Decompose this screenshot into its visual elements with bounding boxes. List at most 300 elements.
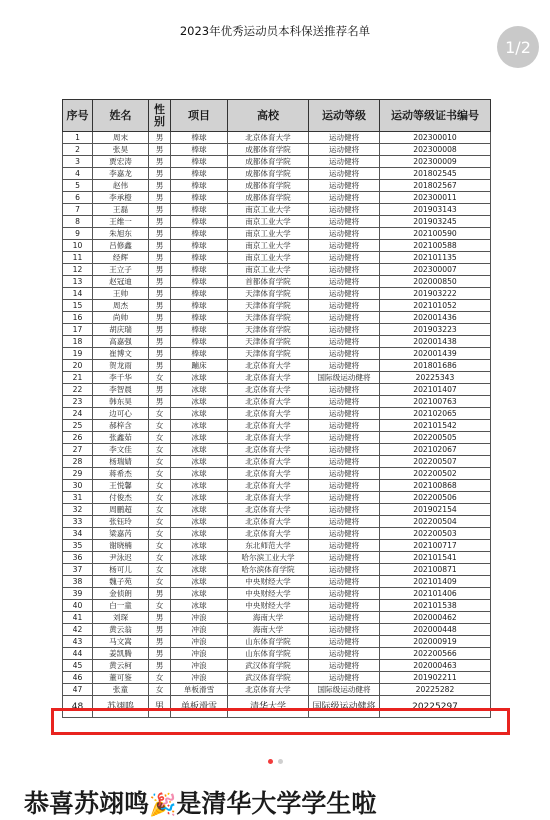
cell-university: 北京体育大学 <box>228 396 309 408</box>
highlight-box <box>51 708 510 735</box>
table-row <box>63 216 491 228</box>
cell-name: 苏翊鸣 <box>93 696 149 718</box>
table-row <box>63 480 491 492</box>
cell-name: 王帅 <box>93 288 149 300</box>
table-row <box>63 156 491 168</box>
cell-gender: 男 <box>149 180 171 192</box>
cell-name: 李承橙 <box>93 192 149 204</box>
cell-event: 棒球 <box>171 240 228 252</box>
table-row <box>63 396 491 408</box>
cell-university: 北京体育大学 <box>228 132 309 144</box>
cell-gender: 男 <box>149 624 171 636</box>
cell-level: 运动健将 <box>309 540 380 552</box>
cell-certificate: 202300010 <box>380 132 491 144</box>
cell-certificate: 202100763 <box>380 396 491 408</box>
cell-university: 北京体育大学 <box>228 384 309 396</box>
cell-index: 15 <box>63 300 93 312</box>
cell-certificate: 20225343 <box>380 372 491 384</box>
cell-certificate: 202200506 <box>380 492 491 504</box>
cell-name: 马文嵩 <box>93 636 149 648</box>
cell-name: 蒋希杰 <box>93 468 149 480</box>
cell-index: 46 <box>63 672 93 684</box>
cell-gender: 男 <box>149 156 171 168</box>
cell-certificate: 202001436 <box>380 312 491 324</box>
cell-gender: 男 <box>149 384 171 396</box>
cell-gender: 女 <box>149 600 171 612</box>
cell-index: 3 <box>63 156 93 168</box>
cell-index: 26 <box>63 432 93 444</box>
cell-event: 棒球 <box>171 276 228 288</box>
cell-gender: 女 <box>149 444 171 456</box>
cell-certificate: 202300011 <box>380 192 491 204</box>
cell-gender: 男 <box>149 228 171 240</box>
cell-event: 冰球 <box>171 600 228 612</box>
cell-university: 清华大学 <box>228 696 309 718</box>
cell-certificate: 202100871 <box>380 564 491 576</box>
cell-gender: 女 <box>149 408 171 420</box>
cell-index: 12 <box>63 264 93 276</box>
cell-event: 棒球 <box>171 180 228 192</box>
cell-certificate: 20225282 <box>380 684 491 696</box>
cell-event: 冰球 <box>171 516 228 528</box>
table-row <box>63 600 491 612</box>
cell-gender: 男 <box>149 252 171 264</box>
table-row <box>63 420 491 432</box>
cell-certificate: 20225297 <box>380 696 491 718</box>
table-row <box>63 180 491 192</box>
cell-event: 棒球 <box>171 156 228 168</box>
cell-event: 冰球 <box>171 372 228 384</box>
table-row <box>63 672 491 684</box>
header-gender: 性别 <box>149 100 171 132</box>
cell-gender: 男 <box>149 144 171 156</box>
cell-index: 35 <box>63 540 93 552</box>
carousel-dot[interactable] <box>278 759 283 764</box>
cell-university: 中央财经大学 <box>228 576 309 588</box>
cell-name: 经辉 <box>93 252 149 264</box>
cell-university: 北京体育大学 <box>228 372 309 384</box>
cell-gender: 男 <box>149 192 171 204</box>
cell-certificate: 202102067 <box>380 444 491 456</box>
table-row <box>63 564 491 576</box>
cell-certificate: 202101538 <box>380 600 491 612</box>
cell-event: 冰球 <box>171 564 228 576</box>
table-row <box>63 636 491 648</box>
cell-name: 周杰 <box>93 300 149 312</box>
cell-event: 棒球 <box>171 288 228 300</box>
cell-name: 吕修鑫 <box>93 240 149 252</box>
cell-level: 运动健将 <box>309 240 380 252</box>
cell-index: 34 <box>63 528 93 540</box>
cell-index: 8 <box>63 216 93 228</box>
cell-university: 北京体育大学 <box>228 516 309 528</box>
table-row <box>63 384 491 396</box>
table-row <box>63 300 491 312</box>
cell-level: 运动健将 <box>309 492 380 504</box>
cell-university: 北京体育大学 <box>228 492 309 504</box>
cell-gender: 女 <box>149 516 171 528</box>
cell-event: 冰球 <box>171 468 228 480</box>
cell-level: 运动健将 <box>309 504 380 516</box>
cell-index: 39 <box>63 588 93 600</box>
table-row <box>63 468 491 480</box>
cell-name: 尚帅 <box>93 312 149 324</box>
cell-certificate: 202000850 <box>380 276 491 288</box>
cell-level: 运动健将 <box>309 168 380 180</box>
cell-name: 郝梓含 <box>93 420 149 432</box>
cell-event: 冲浪 <box>171 648 228 660</box>
cell-certificate: 201802545 <box>380 168 491 180</box>
cell-university: 南京工业大学 <box>228 252 309 264</box>
cell-university: 首都体育学院 <box>228 276 309 288</box>
cell-certificate: 202101407 <box>380 384 491 396</box>
cell-index: 9 <box>63 228 93 240</box>
cell-index: 22 <box>63 384 93 396</box>
cell-event: 冲浪 <box>171 612 228 624</box>
cell-gender: 女 <box>149 456 171 468</box>
cell-event: 冰球 <box>171 432 228 444</box>
cell-certificate: 201903245 <box>380 216 491 228</box>
cell-gender: 男 <box>149 300 171 312</box>
cell-event: 棒球 <box>171 264 228 276</box>
cell-index: 18 <box>63 336 93 348</box>
cell-gender: 男 <box>149 336 171 348</box>
cell-university: 北京体育大学 <box>228 480 309 492</box>
cell-index: 11 <box>63 252 93 264</box>
cell-gender: 男 <box>149 216 171 228</box>
cell-gender: 男 <box>149 168 171 180</box>
table-row <box>63 336 491 348</box>
cell-event: 冰球 <box>171 528 228 540</box>
cell-index: 27 <box>63 444 93 456</box>
cell-gender: 女 <box>149 576 171 588</box>
cell-name: 贾宏涛 <box>93 156 149 168</box>
table-row <box>63 660 491 672</box>
cell-university: 北京体育大学 <box>228 528 309 540</box>
cell-index: 10 <box>63 240 93 252</box>
cell-university: 天津体育学院 <box>228 348 309 360</box>
cell-name: 张钰玲 <box>93 516 149 528</box>
cell-event: 冲浪 <box>171 660 228 672</box>
cell-name: 张鑫茹 <box>93 432 149 444</box>
cell-university: 成都体育学院 <box>228 144 309 156</box>
cell-university: 成都体育学院 <box>228 168 309 180</box>
cell-certificate: 202200507 <box>380 456 491 468</box>
cell-event: 冰球 <box>171 408 228 420</box>
cell-event: 冲浪 <box>171 636 228 648</box>
cell-university: 南京工业大学 <box>228 240 309 252</box>
cell-university: 成都体育学院 <box>228 156 309 168</box>
cell-certificate: 202102065 <box>380 408 491 420</box>
cell-index: 33 <box>63 516 93 528</box>
cell-university: 南京工业大学 <box>228 204 309 216</box>
table-row <box>63 132 491 144</box>
header-index: 序号 <box>63 100 93 132</box>
cell-index: 40 <box>63 600 93 612</box>
cell-gender: 男 <box>149 240 171 252</box>
cell-gender: 男 <box>149 204 171 216</box>
table-row <box>63 516 491 528</box>
cell-name: 王维一 <box>93 216 149 228</box>
cell-event: 棒球 <box>171 132 228 144</box>
cell-index: 5 <box>63 180 93 192</box>
cell-level: 运动健将 <box>309 192 380 204</box>
caption-suffix: 是清华大学学生啦 <box>176 789 377 818</box>
cell-certificate: 201801686 <box>380 360 491 372</box>
cell-certificate: 202000919 <box>380 636 491 648</box>
cell-level: 运动健将 <box>309 588 380 600</box>
cell-level: 国际级运动健将 <box>309 684 380 696</box>
cell-gender: 女 <box>149 504 171 516</box>
cell-gender: 男 <box>149 696 171 718</box>
cell-index: 23 <box>63 396 93 408</box>
cell-index: 31 <box>63 492 93 504</box>
cell-level: 运动健将 <box>309 348 380 360</box>
cell-index: 14 <box>63 288 93 300</box>
cell-university: 天津体育学院 <box>228 324 309 336</box>
cell-certificate: 202300009 <box>380 156 491 168</box>
cell-index: 25 <box>63 420 93 432</box>
cell-event: 棒球 <box>171 312 228 324</box>
cell-level: 运动健将 <box>309 288 380 300</box>
carousel-dot-active[interactable] <box>268 759 273 764</box>
table-row <box>63 192 491 204</box>
table-header-row <box>63 100 491 132</box>
cell-index: 30 <box>63 480 93 492</box>
cell-name: 崔博文 <box>93 348 149 360</box>
cell-certificate: 202200503 <box>380 528 491 540</box>
cell-event: 棒球 <box>171 216 228 228</box>
cell-level: 运动健将 <box>309 144 380 156</box>
cell-level: 运动健将 <box>309 552 380 564</box>
cell-gender: 女 <box>149 528 171 540</box>
cell-name: 张昊 <box>93 144 149 156</box>
cell-event: 棒球 <box>171 336 228 348</box>
cell-university: 哈尔滨工业大学 <box>228 552 309 564</box>
cell-index: 44 <box>63 648 93 660</box>
cell-level: 运动健将 <box>309 648 380 660</box>
cell-index: 17 <box>63 324 93 336</box>
cell-certificate: 201802567 <box>380 180 491 192</box>
cell-event: 冰球 <box>171 492 228 504</box>
cell-gender: 男 <box>149 660 171 672</box>
page-counter[interactable]: 1/2 <box>497 26 539 68</box>
cell-certificate: 202300007 <box>380 264 491 276</box>
cell-level: 运动健将 <box>309 624 380 636</box>
cell-name: 朱旭东 <box>93 228 149 240</box>
table-row <box>63 432 491 444</box>
cell-certificate: 202101135 <box>380 252 491 264</box>
cell-gender: 男 <box>149 276 171 288</box>
cell-name: 谢晓楠 <box>93 540 149 552</box>
cell-university: 天津体育学院 <box>228 300 309 312</box>
cell-university: 北京体育大学 <box>228 444 309 456</box>
cell-certificate: 202200504 <box>380 516 491 528</box>
cell-event: 冰球 <box>171 420 228 432</box>
cell-level: 运动健将 <box>309 336 380 348</box>
cell-gender: 男 <box>149 612 171 624</box>
cell-name: 赵伟 <box>93 180 149 192</box>
cell-level: 运动健将 <box>309 360 380 372</box>
cell-index: 32 <box>63 504 93 516</box>
cell-event: 蹦床 <box>171 360 228 372</box>
cell-index: 6 <box>63 192 93 204</box>
caption-prefix: 恭喜苏翊鸣 <box>24 789 150 818</box>
cell-certificate: 201902154 <box>380 504 491 516</box>
recommendation-table <box>62 99 491 718</box>
cell-university: 北京体育大学 <box>228 468 309 480</box>
cell-level: 运动健将 <box>309 204 380 216</box>
table-row <box>63 324 491 336</box>
cell-gender: 男 <box>149 360 171 372</box>
cell-name: 边可心 <box>93 408 149 420</box>
cell-event: 冰球 <box>171 444 228 456</box>
cell-level: 国际级运动健将 <box>309 372 380 384</box>
cell-certificate: 201903143 <box>380 204 491 216</box>
cell-index: 20 <box>63 360 93 372</box>
cell-event: 棒球 <box>171 168 228 180</box>
table-row <box>63 504 491 516</box>
cell-certificate: 201902211 <box>380 672 491 684</box>
party-popper-icon: 🎉 <box>149 793 177 818</box>
cell-event: 棒球 <box>171 324 228 336</box>
cell-certificate: 202100590 <box>380 228 491 240</box>
cell-index: 42 <box>63 624 93 636</box>
cell-event: 冲浪 <box>171 672 228 684</box>
cell-event: 棒球 <box>171 348 228 360</box>
table-row <box>63 240 491 252</box>
cell-index: 36 <box>63 552 93 564</box>
cell-university: 成都体育学院 <box>228 192 309 204</box>
table-row <box>63 648 491 660</box>
cell-university: 北京体育大学 <box>228 504 309 516</box>
cell-university: 天津体育学院 <box>228 288 309 300</box>
cell-certificate: 202200502 <box>380 468 491 480</box>
table-row <box>63 312 491 324</box>
cell-name: 刘琛 <box>93 612 149 624</box>
table-row <box>63 204 491 216</box>
table-row <box>63 408 491 420</box>
cell-index: 38 <box>63 576 93 588</box>
cell-event: 冰球 <box>171 540 228 552</box>
cell-level: 运动健将 <box>309 468 380 480</box>
cell-level: 国际级运动健将 <box>309 696 380 718</box>
cell-name: 李嘉龙 <box>93 168 149 180</box>
table-row <box>63 372 491 384</box>
cell-university: 天津体育学院 <box>228 336 309 348</box>
cell-level: 运动健将 <box>309 672 380 684</box>
cell-index: 43 <box>63 636 93 648</box>
cell-name: 周末 <box>93 132 149 144</box>
cell-level: 运动健将 <box>309 612 380 624</box>
cell-gender: 男 <box>149 264 171 276</box>
cell-certificate: 202001438 <box>380 336 491 348</box>
header-event: 项目 <box>171 100 228 132</box>
table-row <box>63 168 491 180</box>
cell-gender: 女 <box>149 468 171 480</box>
carousel-dots <box>0 759 550 764</box>
cell-certificate: 201903222 <box>380 288 491 300</box>
cell-event: 冰球 <box>171 552 228 564</box>
cell-name: 李智晨 <box>93 384 149 396</box>
cell-university: 北京体育大学 <box>228 432 309 444</box>
header-level: 运动等级 <box>309 100 380 132</box>
cell-name: 王立子 <box>93 264 149 276</box>
cell-name: 高嘉强 <box>93 336 149 348</box>
cell-index: 28 <box>63 456 93 468</box>
table-row <box>63 684 491 696</box>
cell-index: 2 <box>63 144 93 156</box>
cell-name: 黄云翁 <box>93 624 149 636</box>
document-title: 2023年优秀运动员本科保送推荐名单 <box>179 24 371 38</box>
cell-name: 胡庆瑞 <box>93 324 149 336</box>
cell-gender: 男 <box>149 588 171 600</box>
cell-level: 运动健将 <box>309 600 380 612</box>
cell-level: 运动健将 <box>309 480 380 492</box>
cell-certificate: 202101409 <box>380 576 491 588</box>
cell-gender: 女 <box>149 432 171 444</box>
cell-level: 运动健将 <box>309 216 380 228</box>
cell-name: 李文佳 <box>93 444 149 456</box>
cell-gender: 女 <box>149 420 171 432</box>
header-certificate: 运动等级证书编号 <box>380 100 491 132</box>
cell-level: 运动健将 <box>309 432 380 444</box>
cell-name: 白一童 <box>93 600 149 612</box>
cell-certificate: 202000448 <box>380 624 491 636</box>
cell-university: 北京体育大学 <box>228 456 309 468</box>
cell-level: 运动健将 <box>309 420 380 432</box>
cell-index: 24 <box>63 408 93 420</box>
cell-certificate: 202100588 <box>380 240 491 252</box>
cell-gender: 男 <box>149 288 171 300</box>
cell-university: 北京体育大学 <box>228 684 309 696</box>
cell-level: 运动健将 <box>309 456 380 468</box>
cell-level: 运动健将 <box>309 228 380 240</box>
table-row <box>63 492 491 504</box>
cell-university: 成都体育学院 <box>228 180 309 192</box>
cell-certificate: 202200505 <box>380 432 491 444</box>
cell-name: 张童 <box>93 684 149 696</box>
cell-certificate: 202101052 <box>380 300 491 312</box>
table-row <box>63 360 491 372</box>
table-row <box>63 444 491 456</box>
cell-certificate: 202101406 <box>380 588 491 600</box>
table-row <box>63 528 491 540</box>
cell-event: 棒球 <box>171 144 228 156</box>
cell-university: 南京工业大学 <box>228 264 309 276</box>
cell-gender: 女 <box>149 540 171 552</box>
cell-index: 29 <box>63 468 93 480</box>
cell-level: 运动健将 <box>309 516 380 528</box>
cell-event: 单板滑雪 <box>171 696 228 718</box>
cell-level: 运动健将 <box>309 156 380 168</box>
cell-name: 董可鉴 <box>93 672 149 684</box>
cell-level: 运动健将 <box>309 180 380 192</box>
cell-certificate: 202100868 <box>380 480 491 492</box>
cell-name: 金侦朗 <box>93 588 149 600</box>
cell-event: 棒球 <box>171 204 228 216</box>
cell-event: 冰球 <box>171 576 228 588</box>
cell-index: 7 <box>63 204 93 216</box>
cell-level: 运动健将 <box>309 132 380 144</box>
table-row <box>63 144 491 156</box>
cell-name: 韩东昊 <box>93 396 149 408</box>
post-caption <box>24 784 376 820</box>
cell-gender: 女 <box>149 672 171 684</box>
table-body <box>63 132 491 718</box>
cell-certificate: 202101541 <box>380 552 491 564</box>
cell-name: 尹泳迟 <box>93 552 149 564</box>
